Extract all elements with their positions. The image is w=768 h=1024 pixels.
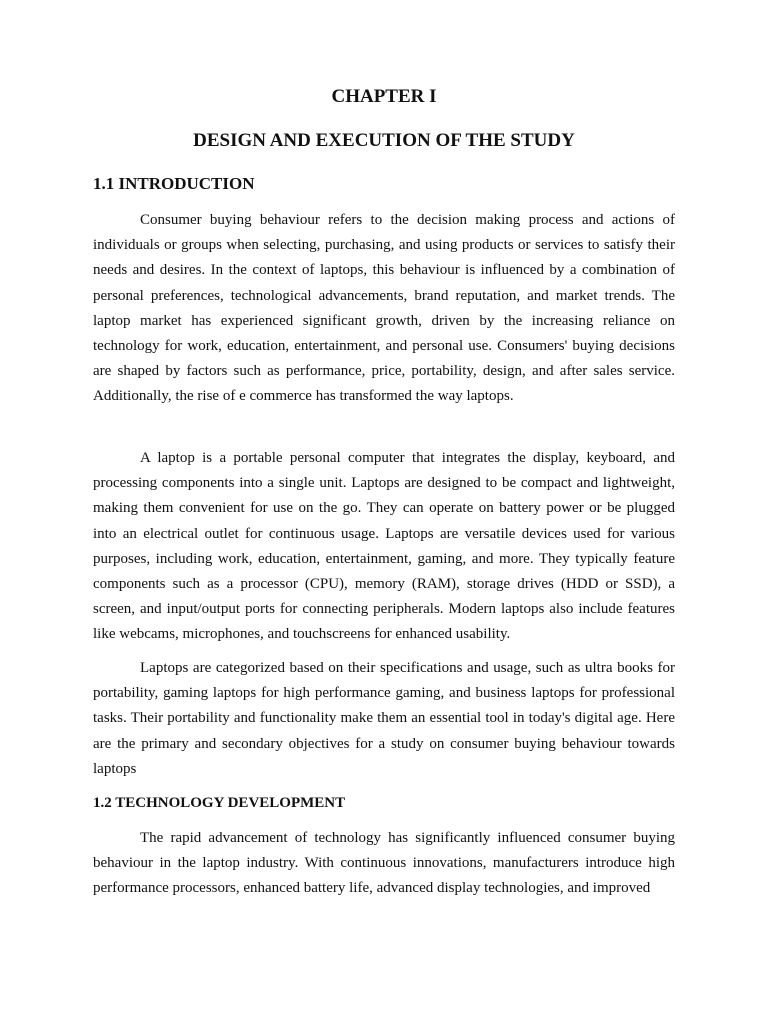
paragraph: Laptops are categorized based on their specifications and usage, such as ultra books for portability, gaming laptops for high performance gaming, and business laptops for professional tasks. Their portability and functionality make them an essential tool in today's digital age. Here are the primary and secondary objectives for a study on consumer buying behaviour towards laptops — [93, 660, 675, 777]
section-heading-technology-development: 1.2 TECHNOLOGY DEVELOPMENT — [93, 795, 346, 811]
paragraph: The rapid advancement of technology has significantly influenced consumer buying behaviour in the laptop industry. With continuous innovations, manufacturers introduce high performance processors, enhanced battery life, advanced display technologies, and improved — [93, 830, 675, 897]
paragraph: Consumer buying behaviour refers to the decision making process and actions of individuals or groups when selecting, purchasing, and using products or services to satisfy their needs and desires. In the context of laptops, this behaviour is influenced by a combination of personal preferences, technological advancements, brand reputation, and market trends. The laptop market has experienced significant growth, driven by the increasing reliance on technology for work, education, entertainment, and personal use. Consumers' buying decisions are shaped by factors such as performance, price, portability, design, and after sales service. Additionally, the rise of e commerce has transformed the way laptops. — [93, 212, 675, 405]
chapter-label: CHAPTER I — [331, 86, 437, 107]
section-heading-introduction: 1.1 INTRODUCTION — [93, 174, 255, 193]
paragraph: A laptop is a portable personal computer that integrates the display, keyboard, and processing components into a single unit. Laptops are designed to be compact and lightweight, making them convenient for use on the go. They can operate on battery power or be plugged into an electrical outlet for continuous usage. Laptops are versatile devices used for various purposes, including work, education, entertainment, gaming, and more. They typically feature components such as a processor (CPU), memory (RAM), storage drives (HDD or SSD), a screen, and input/output ports for connecting peripherals. Modern laptops also include features like webcams, microphones, and touchscreens for enhanced usability. — [93, 450, 675, 643]
chapter-title: DESIGN AND EXECUTION OF THE STUDY — [193, 130, 575, 151]
